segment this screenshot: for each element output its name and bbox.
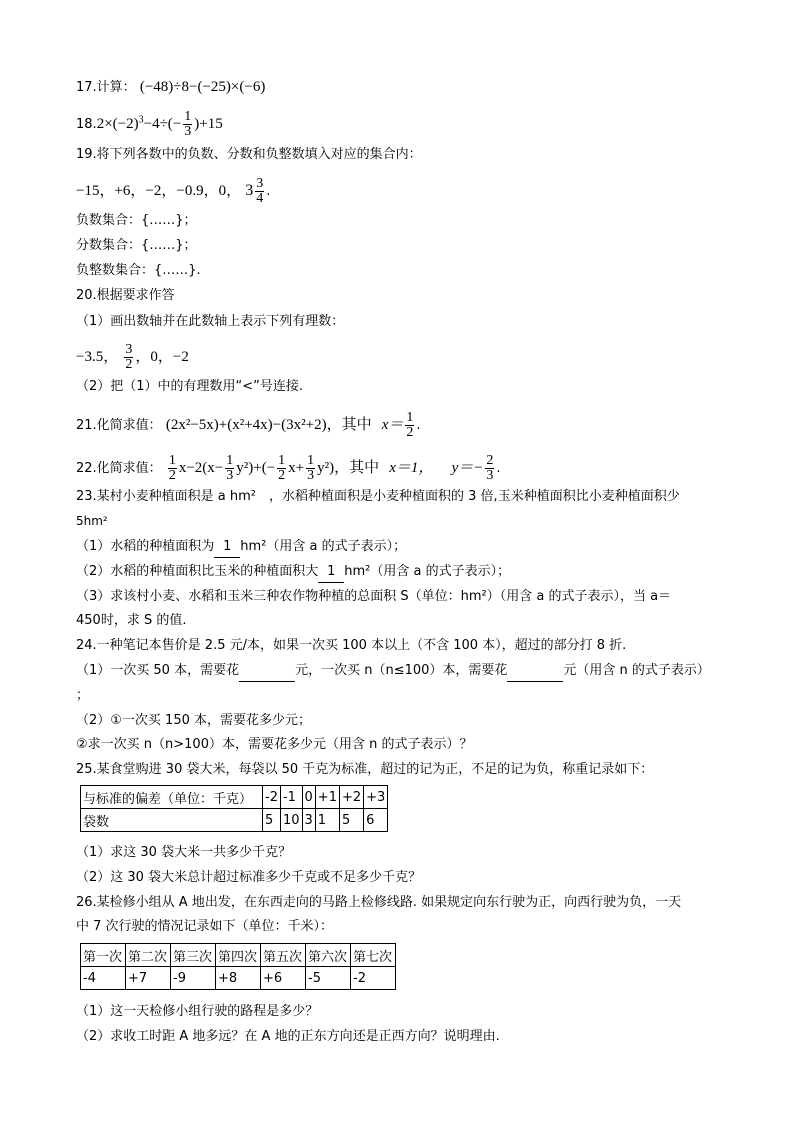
q22-frac2: $\frac{1}{3}$ — [226, 453, 234, 483]
table-row — [81, 967, 396, 990]
table-cell: +1 — [315, 786, 339, 809]
table-cell: 6 — [364, 809, 388, 832]
table-cell: +6 — [261, 967, 306, 990]
q19-numbers: −15，+6，−2，−0.9，0， 3 $\frac{3}{4}$ . — [76, 176, 271, 206]
q18-expr-c: )+15 — [194, 116, 223, 132]
q19-mixed-whole: 3 — [245, 182, 254, 199]
table-cell: 第一次 — [81, 944, 126, 967]
q26-part2: （2）求收工时距 A 地多远？在 A 地的正东方向还是正西方向？说明理由. — [76, 1029, 500, 1044]
q18 — [76, 110, 223, 139]
table-cell: +7 — [126, 967, 171, 990]
q22-cond-x: x＝1， — [389, 460, 434, 476]
q23-part3-line2: 450时，求 S 的值. — [76, 613, 187, 628]
q18-label: 18. — [76, 117, 97, 132]
table-cell: 第六次 — [306, 944, 351, 967]
table-cell: 0 — [302, 786, 315, 809]
q19-mixed-fraction: $\frac{3}{4}$ — [256, 176, 264, 206]
q24-part2b: ②求一次买 n（n>100）本，需要花多少元（用含 n 的式子表示）？ — [76, 737, 473, 752]
q26-line1: 26.某检修小组从 A 地出发，在东西走向的马路上检修线路. 如果规定向东行驶为正，向西行驶为负，一天 — [76, 895, 682, 910]
q19-title: 19.将下列各数中的负数、分数和负整数填入对应的集合内： — [76, 147, 422, 162]
q23-answer-blank-1[interactable]: 1 — [214, 537, 240, 558]
table-row — [81, 944, 396, 967]
table-cell: 第二次 — [126, 944, 171, 967]
q18-expr-a: 2×(−2) — [96, 116, 139, 132]
table-cell: +3 — [364, 786, 388, 809]
table-cell: 第五次 — [261, 944, 306, 967]
q17-expression: (−48)÷8−(−25)×(−6) — [139, 79, 266, 95]
q26-line2: 中 7 次行驶的情况记录如下（单位：千米）： — [76, 919, 334, 934]
q24-blank-2[interactable] — [507, 661, 563, 682]
q23-line2: 5hm² — [76, 514, 108, 528]
table-cell: 第七次 — [351, 944, 396, 967]
q21: 21.化简求值： (2x²−5x)+(x²+4x)−(3x²+2)，其中 x＝ $\frac{1}{2}$ . — [76, 410, 421, 440]
q18-exponent: 3 — [138, 114, 144, 126]
q24-title: 24.一种笔记本售价是 2.5 元/本，如果一次买 100 本以上（不含 100 本），超过的部分打 8 折. — [76, 638, 627, 653]
q25-part2: （2）这 30 袋大米总计超过标准多少千克或不足多少千克？ — [76, 870, 422, 885]
q24-part1-cont: ； — [76, 688, 90, 703]
q22-frac-y: $\frac{2}{3}$ — [486, 453, 494, 483]
table-cell: 5 — [339, 809, 363, 832]
q24-part2a: （2）①一次买 150 本，需要花多少元； — [76, 713, 312, 728]
q23-part2: （2）水稻的种植面积比玉米的种植面积大 1 hm²（用含 a 的式子表示）； — [76, 562, 510, 583]
q26-table — [80, 943, 396, 990]
table-cell: 袋数 — [81, 809, 263, 832]
table-cell: -2 — [351, 967, 396, 990]
q22: 22.化简求值： $\frac{1}{2}$ x−2(x− $\frac{1}{3}$ y²)+(− $\frac{1}{2}$ x+ $\frac{1}{3}$ y²)，其中 x＝1， y＝− $\frac{2}{3}$ . — [76, 453, 501, 483]
q21-x-label: x＝ — [381, 417, 404, 433]
q23-part1: （1）水稻的种植面积为 1 hm²（用含 a 的式子表示）； — [76, 537, 406, 558]
q20-numbers: −3.5， $\frac{3}{2}$ ，0，−2 — [76, 342, 189, 372]
table-cell: 1 — [315, 809, 339, 832]
q22-frac4: $\frac{1}{3}$ — [307, 453, 315, 483]
table-cell: +8 — [216, 967, 261, 990]
table-cell: -4 — [81, 967, 126, 990]
q21-fraction: $\frac{1}{2}$ — [406, 410, 414, 440]
q17 — [76, 77, 265, 98]
q19-set-fraction: 分数集合：{……}； — [76, 238, 197, 253]
q22-label: 22.化简求值： — [76, 461, 162, 476]
q25-table — [80, 785, 388, 832]
q25-part1: （1）求这 30 袋大米一共多少千克？ — [76, 845, 292, 860]
table-cell: -5 — [306, 967, 351, 990]
table-cell: -2 — [263, 786, 281, 809]
q23-answer-blank-2[interactable]: 1 — [318, 562, 344, 583]
table-cell: 3 — [302, 809, 315, 832]
table-cell: +2 — [339, 786, 363, 809]
table-cell: 与标准的偏差（单位：千克） — [81, 786, 263, 809]
q24-blank-1[interactable] — [239, 661, 295, 682]
q18-fraction: $\frac{1}{3}$ — [184, 109, 192, 139]
q19-set-negative: 负数集合：{……}； — [76, 213, 197, 228]
q18-expr-b: −4÷(− — [143, 116, 182, 132]
q20-part2: （2）把（1）中的有理数用“<”号连接. — [76, 379, 304, 394]
q23-line1: 23.某村小麦种植面积是 a hm² ，水稻种植面积是小麦种植面积的 3 倍,玉米种植面积比小麦种植面积少 — [76, 489, 680, 504]
q19-set-negative-integer: 负整数集合：{……}. — [76, 263, 201, 278]
table-cell: 10 — [280, 809, 302, 832]
table-cell: -1 — [280, 786, 302, 809]
q21-expression: (2x²−5x)+(x²+4x)−(3x²+2)，其中 — [165, 417, 372, 433]
q22-cond-y: y＝− — [451, 460, 484, 476]
q23-part3-line1: （3）求该村小麦、水稻和玉米三种农作物种植的总面积 S（单位：hm²）（用含 a 的式子表示），当 a＝ — [76, 589, 672, 604]
table-cell: 5 — [263, 809, 281, 832]
q20-title: 20.根据要求作答 — [76, 288, 175, 303]
table-cell: 第三次 — [171, 944, 216, 967]
table-row — [81, 786, 388, 809]
q24-part1: （1）一次买 50 本，需要花 元，一次买 n（n≤100）本，需要花 元（用含 n 的式子表示） — [76, 661, 710, 682]
table-cell: 第四次 — [216, 944, 261, 967]
q22-frac3: $\frac{1}{2}$ — [278, 453, 286, 483]
q25-title: 25.某食堂购进 30 袋大米，每袋以 50 千克为标准，超过的记为正，不足的记为负，称重记录如下： — [76, 762, 654, 777]
q20-part1: （1）画出数轴并在此数轴上表示下列有理数： — [76, 314, 345, 329]
q26-part1: （1）这一天检修小组行驶的路程是多少？ — [76, 1004, 319, 1019]
table-cell: -9 — [171, 967, 216, 990]
q20-fraction: $\frac{3}{2}$ — [125, 342, 133, 372]
q21-label: 21.化简求值： — [76, 418, 162, 433]
q17-label: 17.计算： — [76, 80, 136, 95]
q22-frac1: $\frac{1}{2}$ — [168, 453, 176, 483]
table-row — [81, 809, 388, 832]
